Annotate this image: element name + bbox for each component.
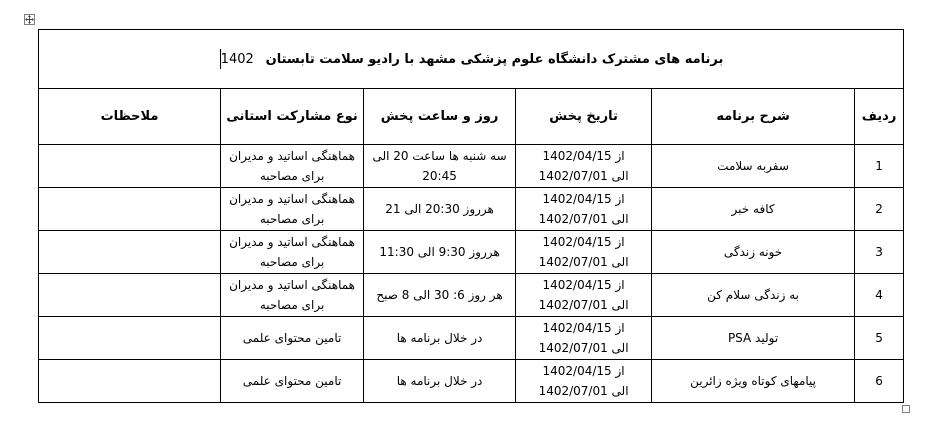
- broadcast-date[interactable]: [516, 188, 652, 231]
- header-row: [39, 89, 904, 145]
- broadcast-date[interactable]: [516, 317, 652, 360]
- notes[interactable]: [39, 145, 221, 188]
- program-description[interactable]: سفربه سلامت: [652, 145, 855, 188]
- broadcast-date[interactable]: [516, 231, 652, 274]
- title-year: 1402: [220, 51, 254, 67]
- table-row: [39, 317, 904, 360]
- broadcast-time[interactable]: سه شنبه ها ساعت 20 الی 20:45: [364, 145, 516, 188]
- broadcast-time[interactable]: هر روز 6: 30 الی 8 صبح: [364, 274, 516, 317]
- participation-type[interactable]: هماهنگی اساتید و مدیران برای مصاحبه: [221, 231, 364, 274]
- broadcast-time[interactable]: هرروز 20:30 الی 21: [364, 188, 516, 231]
- program-description[interactable]: تولید PSA: [652, 317, 855, 360]
- table-resize-handle-icon[interactable]: [902, 405, 910, 413]
- program-description[interactable]: خونه زندگی: [652, 231, 855, 274]
- notes[interactable]: [39, 231, 221, 274]
- table-row: [39, 231, 904, 274]
- date-from: از 1402/04/15: [542, 321, 625, 335]
- header-broadcast-time[interactable]: روز و ساعت پخش: [364, 89, 516, 145]
- broadcast-time[interactable]: هرروز 9:30 الی 11:30: [364, 231, 516, 274]
- program-description[interactable]: کافه خبر: [652, 188, 855, 231]
- row-number[interactable]: 6: [855, 360, 904, 403]
- row-number[interactable]: 2: [855, 188, 904, 231]
- date-to: الی 1402/07/01: [538, 298, 629, 312]
- program-description[interactable]: به زندگی سلام کن: [652, 274, 855, 317]
- table-row: [39, 188, 904, 231]
- date-to: الی 1402/07/01: [538, 341, 629, 355]
- date-from: از 1402/04/15: [542, 364, 625, 378]
- date-to: الی 1402/07/01: [538, 255, 629, 269]
- title-cell[interactable]: [39, 30, 904, 89]
- row-number[interactable]: 3: [855, 231, 904, 274]
- table-row: [39, 360, 904, 403]
- date-to: الی 1402/07/01: [538, 212, 629, 226]
- date-to: الی 1402/07/01: [538, 169, 629, 183]
- date-to: الی 1402/07/01: [538, 384, 629, 398]
- participation-type[interactable]: هماهنگی اساتید و مدیران برای مصاحبه: [221, 188, 364, 231]
- row-number[interactable]: 1: [855, 145, 904, 188]
- participation-type[interactable]: هماهنگی اساتید و مدیران برای مصاحبه: [221, 274, 364, 317]
- row-number[interactable]: 5: [855, 317, 904, 360]
- broadcast-date[interactable]: [516, 274, 652, 317]
- date-from: از 1402/04/15: [542, 235, 625, 249]
- notes[interactable]: [39, 317, 221, 360]
- notes[interactable]: [39, 274, 221, 317]
- date-from: از 1402/04/15: [542, 278, 625, 292]
- header-notes[interactable]: ملاحظات: [39, 89, 221, 145]
- header-row-number[interactable]: ردیف: [855, 89, 904, 145]
- program-description[interactable]: پیامهای کوتاه ویژه زائرین: [652, 360, 855, 403]
- table-title: برنامه های مشترک دانشگاه علوم پزشکی مشهد با رادیو سلامت تابستان: [265, 51, 724, 67]
- row-number[interactable]: 4: [855, 274, 904, 317]
- broadcast-time[interactable]: در خلال برنامه ها: [364, 317, 516, 360]
- header-description[interactable]: شرح برنامه: [652, 89, 855, 145]
- table-move-handle-icon[interactable]: [24, 14, 35, 25]
- broadcast-time[interactable]: در خلال برنامه ها: [364, 360, 516, 403]
- date-from: از 1402/04/15: [542, 192, 625, 206]
- date-from: از 1402/04/15: [542, 149, 625, 163]
- notes[interactable]: [39, 188, 221, 231]
- broadcast-date[interactable]: [516, 360, 652, 403]
- participation-type[interactable]: تامین محتوای علمی: [221, 360, 364, 403]
- participation-type[interactable]: تامین محتوای علمی: [221, 317, 364, 360]
- program-table: [38, 29, 904, 403]
- header-participation[interactable]: نوع مشارکت استانی: [221, 89, 364, 145]
- header-broadcast-date[interactable]: تاریخ پخش: [516, 89, 652, 145]
- table-row: [39, 145, 904, 188]
- table-row: [39, 274, 904, 317]
- notes[interactable]: [39, 360, 221, 403]
- participation-type[interactable]: هماهنگی اساتید و مدیران برای مصاحبه: [221, 145, 364, 188]
- broadcast-date[interactable]: [516, 145, 652, 188]
- title-row: [39, 30, 904, 89]
